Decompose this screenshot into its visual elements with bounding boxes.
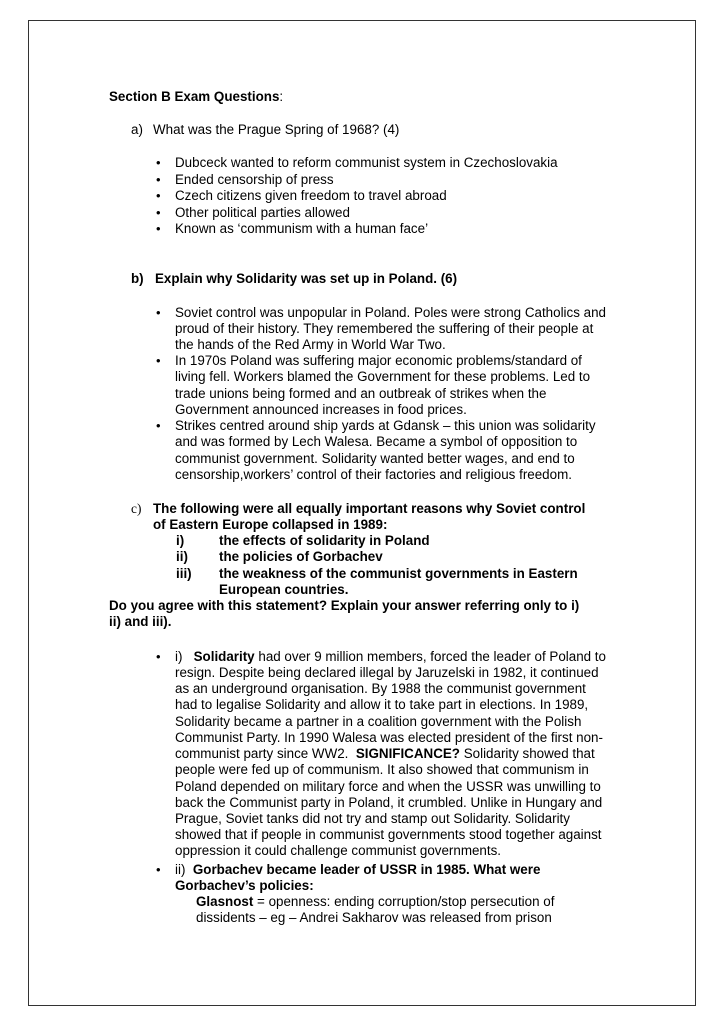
qb-b3-line-4: censorship,workers’ control of their factories and religious freedom. [175,467,572,482]
gorbachev-bold-2: Gorbachev’s policies: [175,878,314,893]
qb-b2-line-1: In 1970s Poland was suffering major economic problems/standard of [175,353,582,368]
qb-b2-line-4: Government announced increases in food prices. [175,402,467,417]
solidarity-significance-line [175,746,595,762]
solidarity-line-10: back the Communist party in Poland, it crumbled. Unlike in Hungary and [175,795,603,810]
sig-pre: communist party since WW2. [175,746,349,761]
qc-item-3-num: iii) [176,566,192,581]
qc-item-3-text-2: European countries. [219,582,349,597]
solidarity-line-8: people were fed up of communism. It also showed that communism in [175,762,589,777]
qc-item-1-num: i) [176,533,185,548]
solidarity-line-9: Poland depended on military force and when the USSR was unwilling to [175,779,601,794]
solidarity-line-5: Solidarity became a partner in a coalition government with the Polish [175,714,582,729]
qb-b3-line-2: and was formed by Lech Walesa. Became a symbol of opposition to [175,434,578,449]
answer-i-prefix: i) [175,649,183,664]
glasnost-line-1 [196,894,554,910]
solidarity-first-text: had over 9 million members, forced the leader of Poland to [258,649,606,664]
section-heading-bold: Section B Exam Questions [109,89,280,104]
qa-bullet-1: Dubceck wanted to reform communist system in Czechoslovakia [175,155,558,170]
question-c-label: c) [131,501,142,516]
section-heading [109,89,283,105]
qc-line-2: of Eastern Europe collapsed in 1989: [153,517,388,532]
bullet-icon: • [156,649,161,664]
bullet-icon: • [156,188,161,203]
qb-b1-line-1: Soviet control was unpopular in Poland. Poles were strong Catholics and [175,305,606,320]
qb-b3-line-3: communist government. Solidarity wanted better wages, and end to [175,451,575,466]
solidarity-line-13: oppression it could challenge communist governments. [175,843,502,858]
question-a-text: What was the Prague Spring of 1968? (4) [153,122,400,137]
qc-item-2-text: the policies of Gorbachev [219,549,383,564]
bullet-icon: • [156,353,161,368]
solidarity-line-11: Prague, Soviet tanks did not try and stamp out Solidarity. Solidarity [175,811,570,826]
qc-question-1: Do you agree with this statement? Explain your answer referring only to i) [109,598,580,613]
solidarity-line-4: had to legalise Solidarity and allow it to take part in elections. In 1989, [175,697,589,712]
sig-post: Solidarity showed that [463,746,595,761]
question-b-text: Explain why Solidarity was set up in Poland. (6) [155,271,458,286]
question-a-label: a) [131,122,143,137]
qb-b1-line-2: proud of their history. They remembered the suffering of their people at [175,321,594,336]
qc-item-3-text: the weakness of the communist governments in Eastern [219,566,578,581]
answer-solidarity-first-line [175,649,606,665]
bullet-icon: • [156,221,161,236]
qc-item-2-num: ii) [176,549,188,564]
glasnost-text: = openness: ending corruption/stop persecution of [257,894,555,909]
sig-bold: SIGNIFICANCE? [355,746,460,761]
bullet-icon: • [156,305,161,320]
solidarity-line-6: Communist Party. In 1990 Walesa was elected president of the first non- [175,730,603,745]
qb-b3-line-1: Strikes centred around ship yards at Gdansk – this union was solidarity [175,418,596,433]
qa-bullet-3: Czech citizens given freedom to travel abroad [175,188,447,203]
question-b-label: b) [131,271,144,286]
qb-b2-line-3: trade unions being formed and an outbreak of strikes when the [175,386,547,401]
qa-bullet-5: Known as ‘communism with a human face’ [175,221,429,236]
bullet-icon: • [156,418,161,433]
answer-gorbachev-first-line [175,862,540,878]
gorbachev-bold-1: Gorbachev became leader of USSR in 1985. What were [192,862,541,877]
bullet-icon: • [156,155,161,170]
solidarity-line-2: resign. Despite being declared illegal by Jaruzelski in 1982, it continued [175,665,599,680]
solidarity-bold: Solidarity [193,649,255,664]
qc-question-2: ii) and iii). [109,614,172,629]
glasnost-line-2: dissidents – eg – Andrei Sakharov was released from prison [196,910,552,925]
qc-line-1: The following were all equally important reasons why Soviet control [153,501,586,516]
bullet-icon: • [156,862,161,877]
section-heading-colon: : [279,89,284,104]
glasnost-bold: Glasnost [196,894,254,909]
qb-b1-line-3: the hands of the Red Army in World War Two. [175,337,446,352]
solidarity-line-3: as an underground organisation. By 1988 the communist government [175,681,586,696]
bullet-icon: • [156,172,161,187]
qb-b2-line-2: living fell. Workers blamed the Government for these problems. Led to [175,369,591,384]
bullet-icon: • [156,205,161,220]
solidarity-line-12: showed that if people in communist governments stood together against [175,827,602,842]
qa-bullet-2: Ended censorship of press [175,172,334,187]
qa-bullet-4: Other political parties allowed [175,205,350,220]
answer-ii-prefix: ii) [175,862,186,877]
qc-item-1-text: the effects of solidarity in Poland [219,533,430,548]
